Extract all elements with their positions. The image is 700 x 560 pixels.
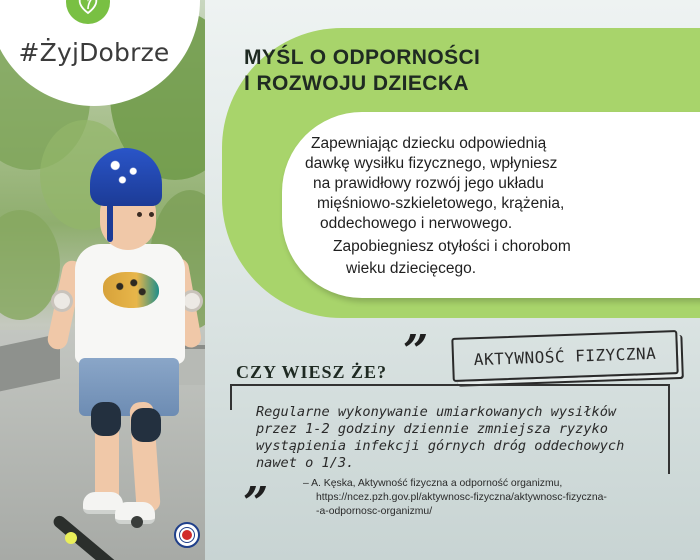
fact-divider-left [230,384,232,410]
fact-divider-top [230,384,670,386]
page-title [244,45,480,97]
fact-line: wystąpienia infekcji górnych dróg oddechowych [256,438,625,454]
intro-line: dawkę wysiłku fizycznego, wpłyniesz [305,155,558,172]
intro-line: Zapewniając dziecku odpowiednią [311,135,547,152]
fact-line: przez 1-2 godziny dziennie zmniejsza ryzyko [256,421,608,437]
intro-line: wieku dziecięcego. [346,260,477,277]
intro-line: Zapobiegniesz otyłości i chorobom [333,238,571,255]
intro-line: mięśniowo-szkieletowego, krążenia, [317,195,565,212]
leaf-heart-icon [66,0,110,24]
did-you-know-heading: CZY WIESZ ŻE? [236,362,388,382]
jaguar-print [103,272,159,308]
helmet [90,148,162,206]
source-line: -a-odpornosc-organizmu/ [316,506,433,517]
source-citation [303,477,607,519]
fact-line: nawet o 1/3. [256,455,355,471]
title-line: MYŚL O ODPORNOŚCI [244,46,481,69]
source-line: https://ncez.pzh.gov.pl/aktywnosc-fizyczna/aktywnosc-fizyczna- [316,492,607,503]
fact-line: Regularne wykonywanie umiarkowanych wysiłków [256,404,617,420]
topic-tag: AKTYWNOŚĆ FIZYCZNA [451,330,678,382]
hashtag-brand: #ŻyjDobrze [18,38,170,67]
quote-close-icon: ” [243,478,269,529]
title-line: I ROZWOJU DZIECKA [244,72,469,95]
fact-text [256,404,676,472]
source-line: – A. Kęska, Aktywność fizyczna a odporność organizmu, [303,478,563,489]
quote-mark-icon: ” [403,326,429,377]
child-figure [45,140,205,540]
intro-line: oddechowego i nerwowego. [320,215,513,232]
intro-line: na prawidłowy rozwój jego układu [313,175,544,192]
institution-badge-icon [174,522,200,548]
